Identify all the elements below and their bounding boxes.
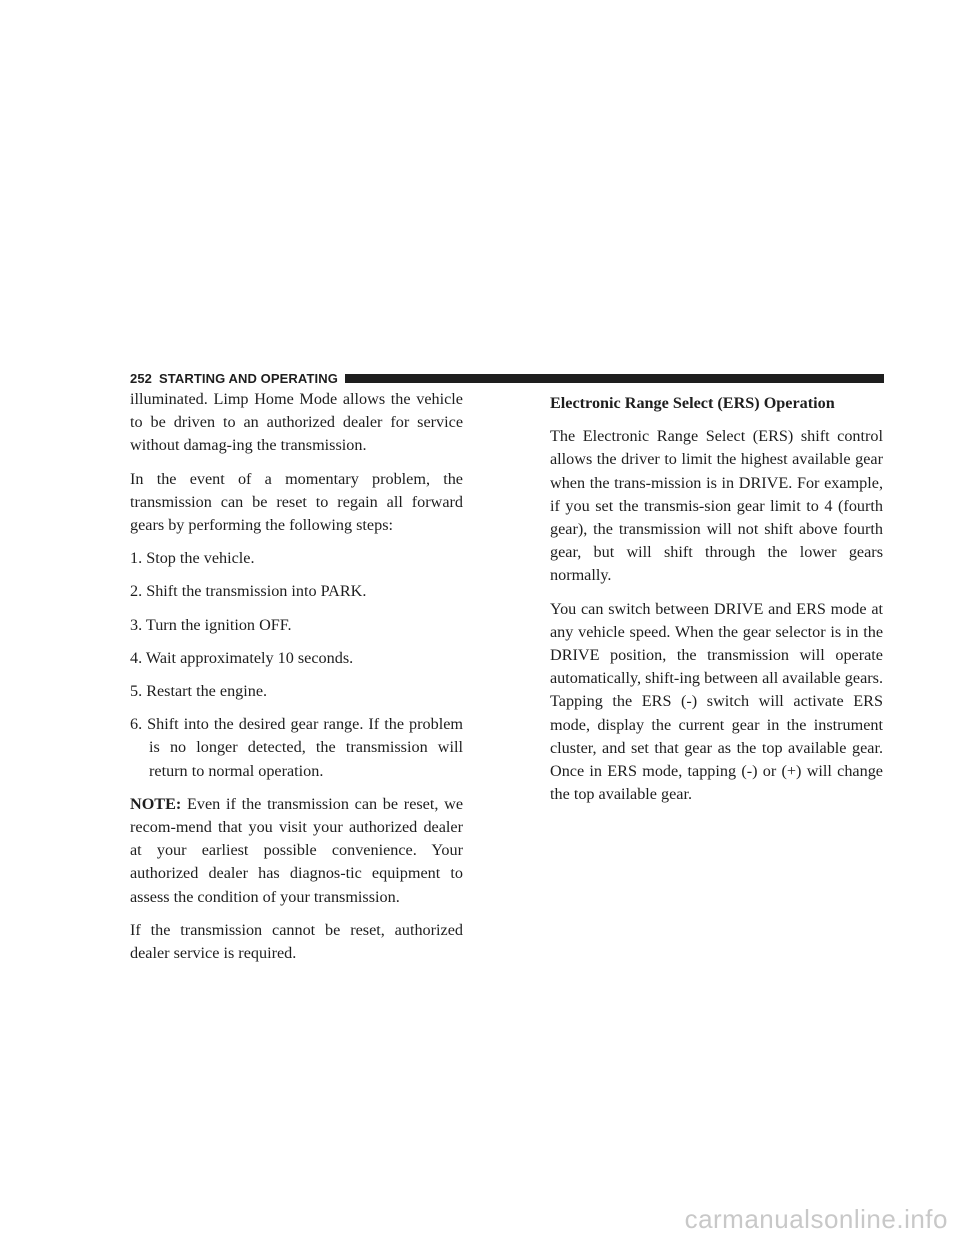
note-paragraph xyxy=(130,793,463,909)
paragraph-ers-switching: You can switch between DRIVE and ERS mode at any vehicle speed. When the gear selector is in the DRIVE position, the transmission will operate automatically, shift-ing between all available gears. Tapping the ERS (-) switch will activate ERS mode, display the current gear in the instrument cluster, and set that gear as the top available gear. Once in ERS mode, tapping (-) or (+) will change the top available gear. xyxy=(550,599,883,804)
paragraph-ers-intro: The Electronic Range Select (ERS) shift control allows the driver to limit the highest available gear when the trans-mission is in DRIVE. For example, if you set the transmis-sion gear limit to 4 (fourth gear), the transmission will not shift above fourth gear, but will shift through the lower gears normally. xyxy=(550,427,883,585)
step-1: 1. Stop the vehicle. xyxy=(130,549,255,568)
step-5: 5. Restart the engine. xyxy=(130,682,268,701)
note-text: Even if the transmission can be reset, we recom-mend that you visit your authorized dealer at your earliest possible convenience. Your authorized dealer has diagnos-tic equipment to assess the condition of your transmission. xyxy=(130,794,463,906)
left-column xyxy=(130,388,463,975)
header-rule xyxy=(345,374,884,383)
step-3: 3. Turn the ignition OFF. xyxy=(130,615,292,634)
page-number: 252 xyxy=(130,370,152,386)
page-header xyxy=(130,370,884,386)
step-4: 4. Wait approximately 10 seconds. xyxy=(130,648,354,667)
watermark: carmanualsonline.info xyxy=(684,1204,948,1234)
note-label: NOTE: xyxy=(130,794,182,813)
step-6: 6. Shift into the desired gear range. If the problem is no longer detected, the transmission will return to normal operation. xyxy=(130,715,463,780)
ers-heading: Electronic Range Select (ERS) Operation xyxy=(550,394,835,412)
paragraph-limp-home: illuminated. Limp Home Mode allows the vehicle to be driven to an authorized dealer for service without damag-ing the transmission. xyxy=(130,390,463,455)
paragraph-reset-intro: In the event of a momentary problem, the transmission can be reset to regain all forward gears by performing the following steps: xyxy=(130,469,463,535)
paragraph-service-required: If the transmission cannot be reset, authorized dealer service is required. xyxy=(130,920,463,963)
right-column xyxy=(550,388,883,816)
step-2: 2. Shift the transmission into PARK. xyxy=(130,582,367,601)
section-title: STARTING AND OPERATING xyxy=(159,370,338,386)
